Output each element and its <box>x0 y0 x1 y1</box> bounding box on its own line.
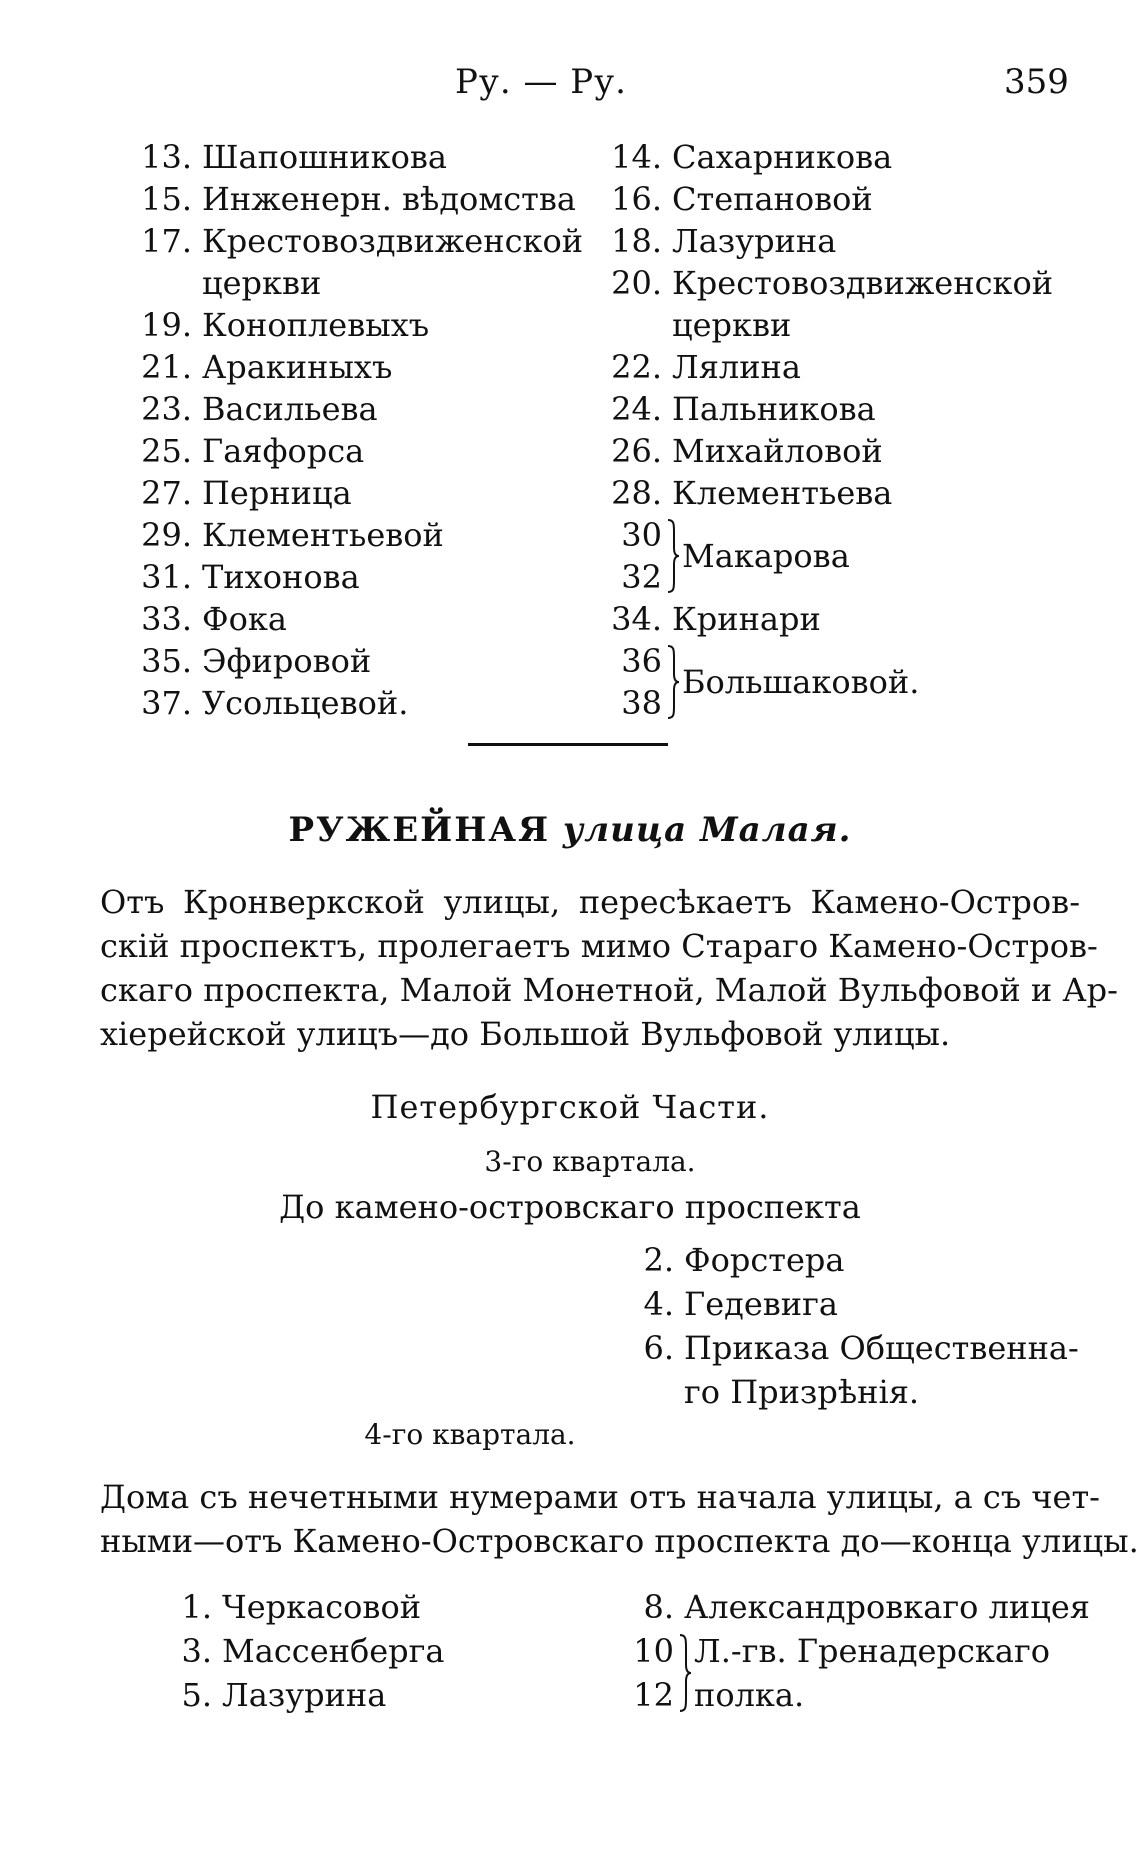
list-item-bracketed: 10 12 Л.-гв. Гренадерскаго полка. <box>612 1629 1090 1717</box>
list-item: 5. Лазурина <box>181 1676 387 1714</box>
list-item: 16. Степановой <box>611 180 873 218</box>
list-item: 37. Усольцевой. <box>141 684 409 722</box>
list-item-continuation: церкви <box>202 264 322 302</box>
house-list-left <box>120 136 583 724</box>
district-heading: Петербургской Части. <box>370 1088 770 1126</box>
list-item: 13. Шапошникова <box>141 138 447 176</box>
curly-brace-icon <box>666 644 680 720</box>
list-item: 21. Аракиныхъ <box>141 348 393 386</box>
curly-brace-icon <box>678 1633 692 1713</box>
section-divider <box>468 743 668 746</box>
section-title: РУЖЕЙНАЯ улица Малая. <box>288 810 852 850</box>
list-item: 3. Массенберга <box>181 1632 445 1670</box>
list-item: 23. Васильева <box>141 390 378 428</box>
list-item: 28. Клементьева <box>611 474 893 512</box>
list-item: 31. Тихонова <box>141 558 360 596</box>
house-number: 36 <box>621 642 662 680</box>
house-number: 32 <box>621 558 662 596</box>
list-item: 35. Эфировой <box>141 642 372 680</box>
list-item: 4. Гедевига <box>643 1285 838 1323</box>
house-list-odd <box>150 1585 444 1717</box>
house-number: 10 <box>633 1632 674 1670</box>
list-item: 2. Форстера <box>643 1241 845 1279</box>
numbering-note: Дома съ нечетными нумерами отъ начала улицы, а съ чет- ными—отъ Камено-Островскаго проспекта до—конца улицы. <box>100 1478 1139 1560</box>
list-item: 15. Инженерн. вѣдомства <box>141 180 576 218</box>
list-item: 29. Клементьевой <box>141 516 444 554</box>
list-item: 20. Крестовоздвиженской <box>611 264 1054 302</box>
house-list-quarter3 <box>612 1238 1079 1414</box>
house-number: 12 <box>633 1676 674 1714</box>
running-header: Ру. — Ру. <box>455 62 627 102</box>
list-item: 19. Коноплевыхъ <box>141 306 430 344</box>
quarter-heading: 3-го квартала. <box>484 1145 696 1178</box>
list-item: 26. Михайловой <box>611 432 883 470</box>
list-item: 25. Гаяфорса <box>141 432 365 470</box>
list-item: 33. Фока <box>141 600 287 638</box>
list-item-continuation: церкви <box>672 306 792 344</box>
list-item-continuation: го Призрѣнія. <box>684 1373 920 1411</box>
list-item: 14. Сахарникова <box>611 138 893 176</box>
street-description: Отъ Кронверкской улицы, пересѣкаетъ Камено-Остров- скій проспектъ, пролегаетъ мимо Стараго Камено-Остров- скаго проспекта, Малой Монетной, Малой Вульфовой и Ар- хіерейской улицъ—до Большой Вульфовой улицы. <box>100 883 1118 1053</box>
page-number: 359 <box>1004 62 1069 102</box>
list-item: 27. Перница <box>141 474 352 512</box>
list-item-bracketed: 36 38 Большаковой. <box>590 640 1053 724</box>
list-item: 18. Лазурина <box>611 222 837 260</box>
subsection-heading: До камено-островскаго проспекта <box>279 1188 861 1226</box>
list-item: 24. Пальникова <box>611 390 876 428</box>
house-number: 30 <box>621 516 662 554</box>
list-item: 1. Черкасовой <box>181 1588 422 1626</box>
list-item-bracketed: 30 32 Макарова <box>590 514 1053 598</box>
list-item: 6. Приказа Общественна- <box>643 1329 1079 1367</box>
list-item: 17. Крестовоздвиженской <box>141 222 584 260</box>
list-item: 8. Александровкаго лицея <box>643 1588 1090 1626</box>
house-list-even <box>612 1585 1090 1717</box>
house-number: 38 <box>621 684 662 722</box>
list-item: 34. Кринари <box>611 600 821 638</box>
list-item: 22. Лялина <box>611 348 801 386</box>
quarter-heading: 4-го квартала. <box>364 1418 576 1451</box>
curly-brace-icon <box>666 518 680 594</box>
house-list-right <box>590 136 1053 724</box>
